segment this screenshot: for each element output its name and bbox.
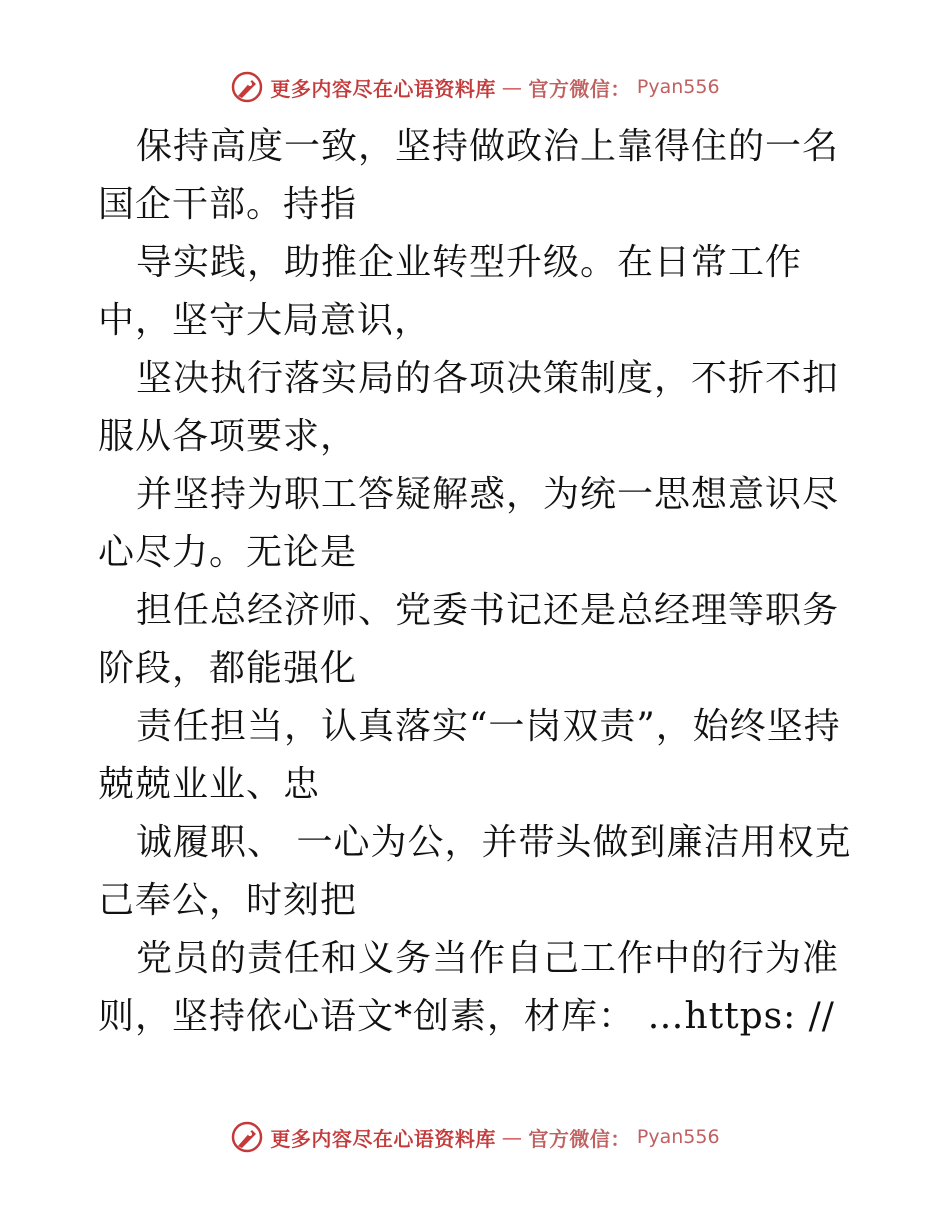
library-promo-text: 更多内容尽在心语资料库 bbox=[270, 76, 496, 101]
paragraph: 导实践，助推企业转型升级。在日常工作中，坚守大局意识， bbox=[98, 242, 803, 341]
banner-separator: — bbox=[501, 75, 523, 99]
paragraph: 保持高度一致，坚持做政治上靠得住的一名国企干部。持指 bbox=[98, 126, 840, 225]
pen-nib-logo-icon bbox=[230, 1120, 264, 1154]
paragraph: 责任担当，认真落实“一岗双责”，始终坚持兢兢业业、忠 bbox=[98, 706, 841, 805]
header-banner bbox=[0, 70, 950, 104]
paragraph: 坚决执行落实局的各项决策制度，不折不扣服从各项要求， bbox=[98, 358, 840, 457]
wechat-label: 官方微信： bbox=[528, 1126, 631, 1151]
wechat-handle: Pyan556 bbox=[636, 76, 720, 98]
banner-separator: — bbox=[501, 1125, 523, 1149]
wechat-label: 官方微信： bbox=[528, 76, 631, 101]
paragraph: 担任总经济师、党委书记还是总经理等职务阶段，都能强化 bbox=[98, 590, 840, 689]
wechat-handle: Pyan556 bbox=[636, 1126, 720, 1148]
pen-nib-logo-icon bbox=[230, 70, 264, 104]
library-promo-text: 更多内容尽在心语资料库 bbox=[270, 1126, 496, 1151]
document-body bbox=[98, 118, 858, 1046]
paragraph: 诚履职、 一心为公，并带头做到廉洁用权克己奉公，时刻把 bbox=[98, 822, 852, 921]
paragraph: 党员的责任和义务当作自己工作中的行为准则，坚持依心语文*创素，材库： …https: // bbox=[98, 938, 840, 1037]
footer-banner bbox=[0, 1120, 950, 1154]
paragraph: 并坚持为职工答疑解惑，为统一思想意识尽心尽力。无论是 bbox=[98, 474, 840, 573]
